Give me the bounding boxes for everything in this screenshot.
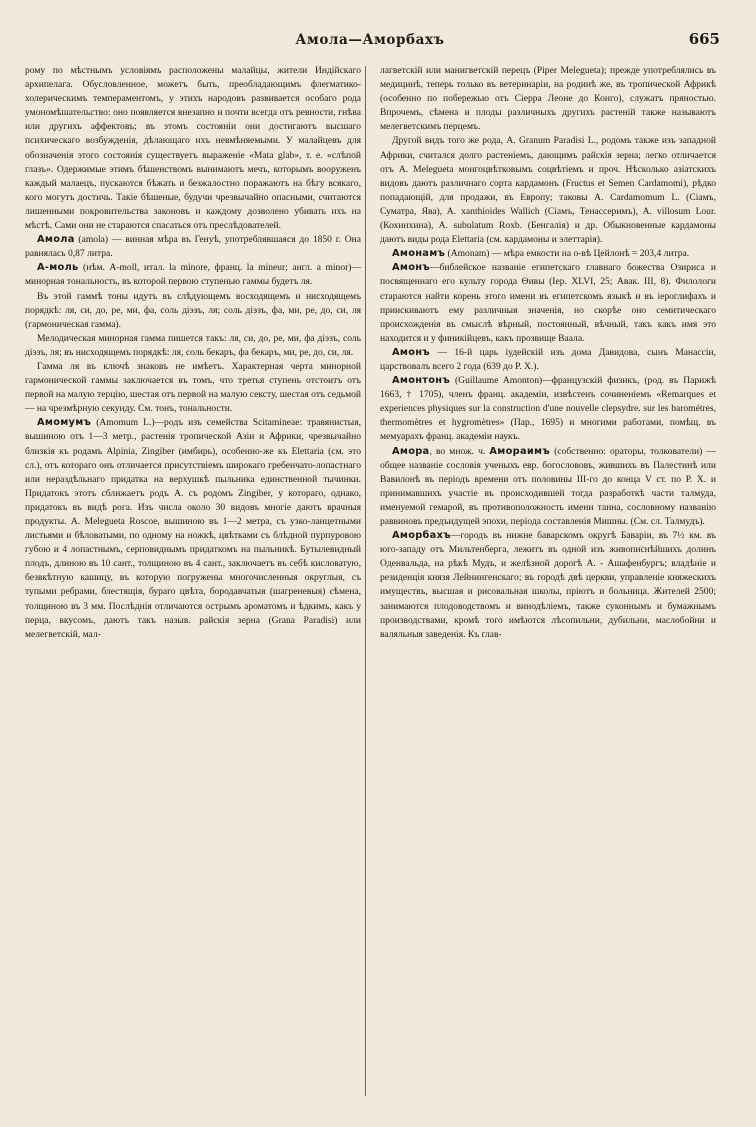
entry-amora: [380, 445, 716, 530]
entry-continuation: рому по мѣстнымъ условіямъ расположены малайцы, жители Индійскаго архипелага. Обусловленное, можетъ быть, преобладающимъ флегматико-холерическимъ темпераментомъ, у этихъ народовъ развивается особаго рода умономѣшательство: оно появляется внезапно и почти всегда отъ ревности, гнѣва или другихъ аффектовъ; въ этомъ состояніи они достигаютъ высшаго психическаго возбужденія, дѣлающаго ихъ невмѣняемыми. У малайцевъ для обозначенія этого состоянія существуетъ выраженіе «Mata glab», т. е. «слѣпой глазъ». Одержимые этимъ бѣшенствомъ вынимаютъ мечъ, которымъ вооруженъ каждый малаецъ, пускаются бѣжать и безжалостно поражаютъ на бѣгу всякаго, кого могутъ достичь. Такіе бѣшеные, будучи чрезвычайно опасными, считаются лишенными покровительства законовъ и каждому дозволено убивать ихъ на мѣстѣ. Сами они не стараются спасаться отъ преслѣдователей.: [25, 65, 361, 232]
entry-text: (собственно: ораторы, толкователи) — общее названіе сословія ученыхъ евр. богослововъ, жившихъ въ Палестинѣ или Вавилонѣ въ періодъ времени отъ половины III-го до конца V ст. по Р. Х. и принимавшихъ участіе въ происходившей тогда разработкѣ части талмуда, именуемой гемарой, въ противоположность имени танна, сословному названію раввиновъ предъидущей эпохи, періода составленія Мишны. (См. сл. Талмудъ).: [380, 445, 716, 527]
entry-amola: [25, 233, 361, 261]
running-header: Амола—Аморбахъ: [295, 32, 445, 48]
entry-text: , во множ. ч.: [429, 445, 490, 457]
entry-headword: Амонъ: [392, 262, 430, 274]
entry-headword: Амомумъ: [37, 417, 92, 429]
page-number: 665: [688, 30, 720, 48]
entry-text: — 16-й царь іудейскій изъ дома Давидова, сынъ Манассіи, царствовалъ всего 2 года (639 до Р. Х.).: [380, 346, 716, 372]
entry-headword: Аморбахъ: [392, 530, 451, 542]
entry-text: (нѣм. A-moll, итал. la minore, франц. la mineur; англ. a minor)—минорная тональность, въ которой первою ступенью гаммы будетъ ля.: [25, 262, 361, 288]
entry-headword: Амора: [392, 445, 430, 457]
entry-amomum: [25, 416, 361, 642]
entry-paragraph: Другой видъ того же рода, A. Granum Paradisi L., родомъ также изъ западной Африки, считался долго растеніемъ, дающимъ райскія зерна; легко отличается отъ A. Melegueta монгоцвѣтковымъ соцвѣтіемъ и проч. Нѣсколько азіатскихъ видовъ даютъ различнаго сорта кардамонъ (Fructus et Semen Cardamomi), рѣдко попадающій, для продажи, въ Европу; таковы A. Cardamomum L. (Сіамъ, Суматра, Ява), A. xanthioides Wallich (Сіамъ, Тенассеримъ), A. villosum Lour. (Кохинхина), A. subulatum Roxb. (Бенгалія) и др. Обыкновенные кардамоны даютъ виды рода Elettaria (см. кардамоны и элеттарія).: [380, 135, 716, 246]
entry-text: (Amonam) — мѣра емкости на о-вѣ Цейлонѣ = 203,4 литра.: [445, 248, 690, 260]
entry-headword-plural: Амораимъ: [489, 445, 550, 457]
column-divider: [365, 66, 366, 1096]
entry-headword: Амонъ: [392, 346, 430, 358]
entry-text: (amola) — винная мѣра въ Генуѣ, употреблявшаяся до 1850 г. Она равнялась 0,87 литра.: [25, 234, 361, 260]
entry-headword: Амонтонъ: [392, 375, 451, 387]
entry-paragraph: Мелодическая минорная гамма пишется такъ: ля, си, до, ре, ми, фа діэзъ, соль діэзъ, ля; въ нисходящемъ порядкѣ: ля, соль бекаръ, фа бекаръ, ми, ре, до, си, ля.: [25, 332, 361, 358]
entry-a-moll: [25, 261, 361, 289]
entry-amonton: [380, 374, 716, 444]
entry-amonam: [380, 247, 716, 261]
entry-text: (Guillaume Amonton)—французскій физикъ, (род. въ Парижѣ 1663, † 1705), членъ франц. академіи, извѣстенъ сочиненіемъ «Remarques et experiences physiques sur la construction d'une nouvelle clepsydre. sur les barométres, thermomètres et hygromètres» (Пар., 1695) и многими работами, помѣщ. въ мемуарахъ франц. академіи наукъ.: [380, 375, 716, 443]
entry-paragraph: Въ этой гаммѣ тоны идутъ въ слѣдующемъ восходящемъ и нисходящемъ порядкѣ: ля, си, до, ре, ми, фа, соль діэзъ, ля; соль діэзъ, фа, ми, ре, до, си, ля (гармоническая гамма).: [25, 290, 361, 330]
entry-amon-king: [380, 346, 716, 374]
entry-text: (Amomum L.)—родъ изъ семейства Scitamineae: травянистыя, вышиною отъ 1—3 метр., растенія тропической Азіи и Африки, чрезвычайно близкія къ родамъ Alpinia, Zingiber (имбирь), особенно-же къ Elettaria (см. это сл.), отъ котораго онъ отличается присутствіемъ широкаго гребенчато-лопастнаго или нераздѣльнаго придатка на верхушкѣ пыльника единственной тычинки. Придатокъ этотъ сближаетъ родъ А. съ родомъ Zingiber, у котораго, однако, придатокъ въ видѣ рога. Изъ числа около 30 видовъ многіе даютъ врачныя продукты. A. Melegueta Roscoe, вышиною въ 1—2 метра, съ узко-ланцетными листьями и бѣловатыми, по одному на ножкѣ, цвѣтками съ блѣдной пурпуровою губою и 4 лопастнымъ, серповиднымъ придаткомъ на пыльникѣ. Бутылевидный плодъ, длиною въ 10 сант., толщиною въ 4 сант., заключаетъ въ себѣ кисловатую, безвкѣтную кашицу, въ которую погружены многочисленныя округлыя, съ тупыми ребрами, блестящія, бураго цвѣта, бородавчатыя (шагреневыя) сѣмена, толщиною въ 3 мм. Послѣднія отличаются острымъ ароматомъ и ѣдкимъ, какъ у перца, вкусомъ, даютъ такъ назыв. райскія зерна (Grana Paradisi) или мелегветскій, мал-: [25, 417, 361, 640]
entry-text: —библейское названіе египетскаго главнаго божества Озириса и посвященнаго его культу города Ѳивы (Іер. XLVI, 25; Авак. III, 8). Филологи стараются найти корень этого имени въ египетскомъ языкѣ и въ іероглифахъ и приискиваютъ ему различныя значенія, но скорѣе оно семитическаго происхожденія въ смыслѣ вѣрный, постоянный, вѣчный, такъ какъ имя это находится и у финикійцевъ, какъ прозвище Ваала.: [380, 262, 716, 344]
entry-headword: А-моль: [37, 262, 79, 274]
entry-continuation: лагветскій или манигветскій перецъ (Piper Melegueta); прежде употреблялись въ медицинѣ, теперь только въ ветеринаріи, на родинѣ же, въ тропической Африкѣ (особенно по побережью отъ Сіерра Леоне до Конго), служатъ пряностью. Впрочемъ, сѣмена и плоды различныхъ другихъ растеній также называютъ мелегветскимъ перцемъ.: [380, 65, 716, 133]
entry-headword: Амонамъ: [392, 248, 446, 260]
entry-paragraph: Гамма ля въ ключѣ знаковъ не имѣетъ. Характерная черта минорной гармонической гаммы заключается въ томъ, что третья ступень отстоитъ отъ первой на малую терцію, шестая отъ первой на малую сексту, шестая отъ седьмой — на чрезмѣрную секунду. См. тонъ, тональности.: [25, 360, 361, 415]
entry-amorbach: [380, 529, 716, 642]
entry-text: —городъ въ нижне баварскомъ округѣ Баваріи, въ 7½ км. въ юго-западу отъ Мильтенберга, лежитъ въ одной изъ живописнѣйшихъ долинъ Оденвальда, на рѣкѣ Мудъ, и желѣзной дорогѣ А. - Ашафенбургъ; владѣніе и резиденція князя Лейнингенскаго; въ городѣ двѣ церкви, управленіе княжескихъ имуществъ, высшая и рисовальная школы, пріютъ и больница. Жителей 2500; занимаются плодоводствомъ и винодѣліемъ, также суконнымъ и бумажнымъ производствами, кромѣ того имѣются лѣсопильни, дубильни, маслобойни и валяльныя заведенія. Къ глав-: [380, 530, 716, 640]
right-column: [380, 64, 716, 642]
left-column: [25, 64, 361, 642]
entry-amon: [380, 261, 716, 346]
entry-headword: Амола: [37, 234, 75, 246]
